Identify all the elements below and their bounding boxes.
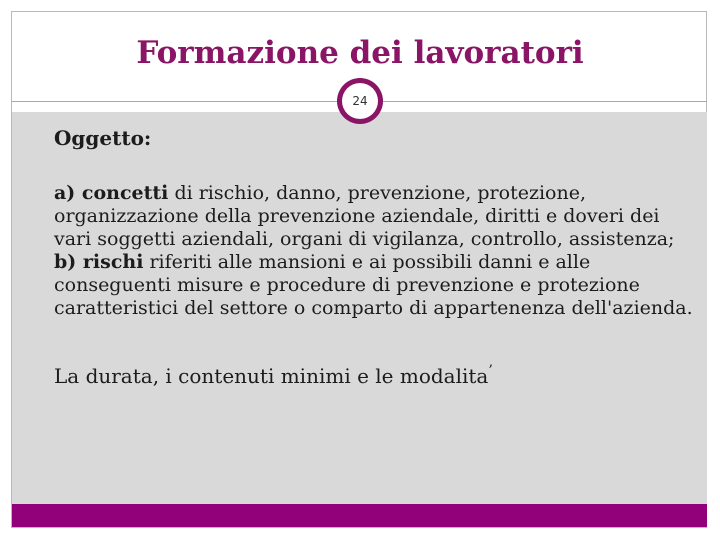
- closing-text: La durata, i contenuti minimi e le modalita: [54, 364, 489, 388]
- slide-title: Formazione dei lavoratori: [136, 35, 584, 71]
- item-a-lead: a) concetti: [54, 182, 169, 204]
- item-b-lead: b) rischi: [54, 251, 144, 273]
- item-a-paragraph: [54, 182, 694, 251]
- page-number: 24: [342, 83, 378, 119]
- item-a-text: di rischio, danno, prevenzione, protezione, organizzazione della prevenzione aziendale, diritti e doveri dei vari soggetti aziendali, organi di vigilanza, controllo, assistenza;: [54, 182, 675, 250]
- closing-line: [54, 357, 694, 390]
- item-b-paragraph: [54, 251, 694, 320]
- item-b-text: riferiti alle mansioni e ai possibili danni e alle conseguenti misure e procedure di prevenzione e protezione caratteristici del settore o comparto di appartenenza dell'azienda.: [54, 251, 693, 319]
- closing-mark: ’: [488, 363, 493, 379]
- subject-label: Oggetto:: [54, 126, 152, 150]
- slide-content: [54, 124, 694, 390]
- bottom-accent-bar: [12, 504, 707, 527]
